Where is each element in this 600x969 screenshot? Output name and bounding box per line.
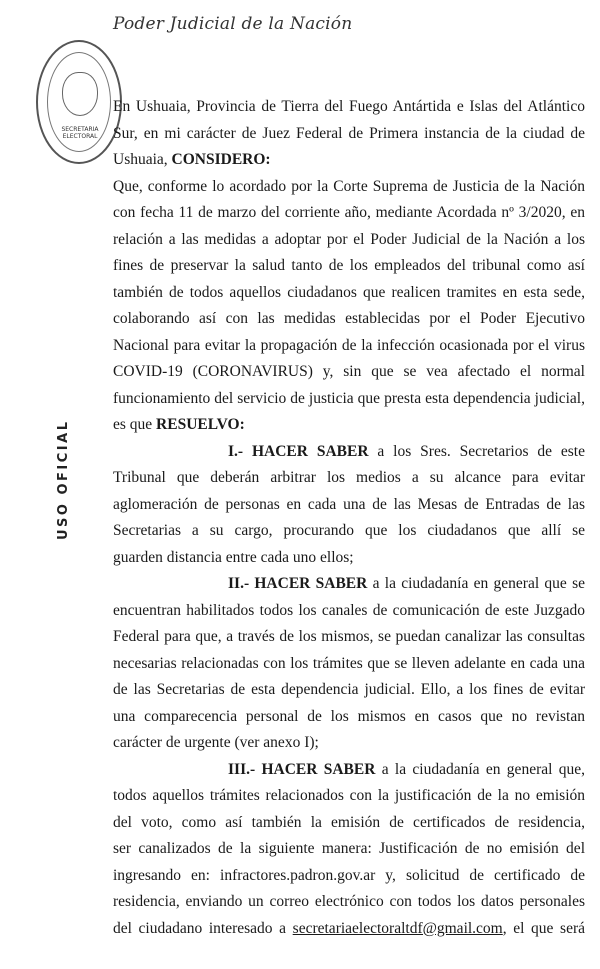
email-link[interactable]: secretariaelectoraltdf@gmail.com [292, 919, 503, 937]
text-line [113, 492, 585, 519]
text-line [113, 624, 585, 651]
line-text: Que, conforme lo acordado por la Corte Suprema de Justicia de la Nación [113, 177, 585, 195]
line-text: necesarias relacionadas con los trámites que se lleven adelante en cada una [113, 654, 585, 672]
text-line [113, 200, 585, 227]
line-text: Secretarias a su cargo, procurando que los ciudadanos que allí se [113, 522, 585, 539]
text-line [113, 916, 585, 943]
line-text: a los Sres. Secretarios de este [368, 442, 585, 460]
line-text: ser canalizados de la siguiente manera: Justificación de no emisión del [113, 840, 585, 857]
text-line [113, 333, 585, 360]
text-line [113, 545, 585, 572]
text-line [113, 810, 585, 837]
line-text: también de todos aquellos ciudadanos que realicen tramites en esta sede, [113, 283, 585, 301]
line-text: colaborando así con las medidas establecidas por el Poder Ejecutivo [113, 310, 585, 327]
text-line [113, 147, 585, 174]
text-line [113, 253, 585, 280]
line-text: guarden distancia entre cada uno ellos; [113, 548, 354, 566]
line-text: aglomeración de personas en cada una de las Mesas de Entradas de las [113, 495, 585, 513]
line-text: una comparecencia personal de los mismos en casos que no revistan [113, 707, 585, 725]
section-heading: I.- HACER SABER [228, 442, 369, 460]
text-line [113, 412, 585, 439]
text-line [113, 757, 585, 784]
line-text: En Ushuaia, Provincia de Tierra del Fuego Antártida e Islas del Atlántico [113, 98, 585, 115]
text-line [113, 677, 585, 704]
line-text: es que [113, 416, 157, 433]
text-line [113, 94, 585, 121]
letterhead-title: Poder Judicial de la Nación [113, 14, 353, 34]
text-line [113, 280, 585, 307]
text-line [113, 121, 585, 148]
text-line [113, 598, 585, 625]
line-text: de las Secretarias de esta dependencia judicial. Ello, a los fines de evitar [113, 681, 585, 698]
line-text: , el que será [502, 919, 585, 937]
line-text: ingresando en: infractores.padron.gov.ar y, solicitud de certificado de [113, 866, 585, 884]
document-body [113, 94, 585, 942]
seal-label: SECRETARIA ELECTORAL [61, 126, 99, 140]
line-text: funcionamiento del servicio de justicia que presta esta dependencia judicial, [113, 389, 585, 407]
text-line [113, 518, 585, 545]
line-text: carácter de urgente (ver anexo I); [113, 734, 319, 751]
line-text: residencia, enviando un correo electrónico con todos los datos personales [113, 893, 585, 910]
line-text: todos aquellos trámites relacionados con la justificación de la no emisión [113, 787, 585, 804]
line-text: Nacional para evitar la propagación de la infección ocasionada por el virus [113, 336, 585, 354]
line-text: Ushuaia, [113, 151, 172, 168]
text-line [113, 836, 585, 863]
text-line [113, 783, 585, 810]
text-line [113, 889, 585, 916]
text-line [113, 306, 585, 333]
section-heading: II.- HACER SABER [228, 575, 368, 592]
line-text: Sur, en mi carácter de Juez Federal de Primera instancia de la ciudad de [113, 124, 585, 142]
line-text: Federal para que, a través de los mismos, se puedan canalizar las consultas [113, 628, 585, 645]
official-seal-stamp [36, 40, 122, 164]
line-text: fines de preservar la salud tanto de los empleados del tribunal como así [113, 257, 585, 274]
line-text: a la ciudadanía en general que se [367, 575, 585, 592]
line-text: COVID-19 (CORONAVIRUS) y, sin que se vea afectado el normal [113, 363, 585, 380]
line-text: a la ciudadanía en general que, [375, 760, 585, 778]
text-line [113, 439, 585, 466]
line-text: del voto, como así también la emisión de certificados de residencia, [113, 813, 585, 831]
bold-keyword: RESUELVO: [156, 416, 245, 433]
line-text: Tribunal que deberán arbitrar los medios a su alcance para evitar [113, 469, 585, 486]
text-line [113, 386, 585, 413]
line-text: del ciudadano interesado a [113, 919, 293, 937]
text-line [113, 227, 585, 254]
text-line [113, 571, 585, 598]
text-line [113, 174, 585, 201]
text-line [113, 465, 585, 492]
text-line [113, 359, 585, 386]
text-line [113, 651, 585, 678]
text-line [113, 863, 585, 890]
line-text: relación a las medidas a adoptar por el Poder Judicial de la Nación a los [113, 230, 585, 248]
coat-of-arms-icon [62, 72, 98, 116]
section-heading: III.- HACER SABER [228, 760, 376, 778]
line-text: con fecha 11 de marzo del corriente año, mediante Acordada nº 3/2020, en [113, 204, 585, 221]
bold-keyword: CONSIDERO: [171, 151, 271, 168]
side-watermark-label: USO OFICIAL [56, 419, 71, 540]
text-line [113, 704, 585, 731]
text-line [113, 730, 585, 757]
line-text: encuentran habilitados todos los canales de comunicación de este Juzgado [113, 601, 585, 619]
